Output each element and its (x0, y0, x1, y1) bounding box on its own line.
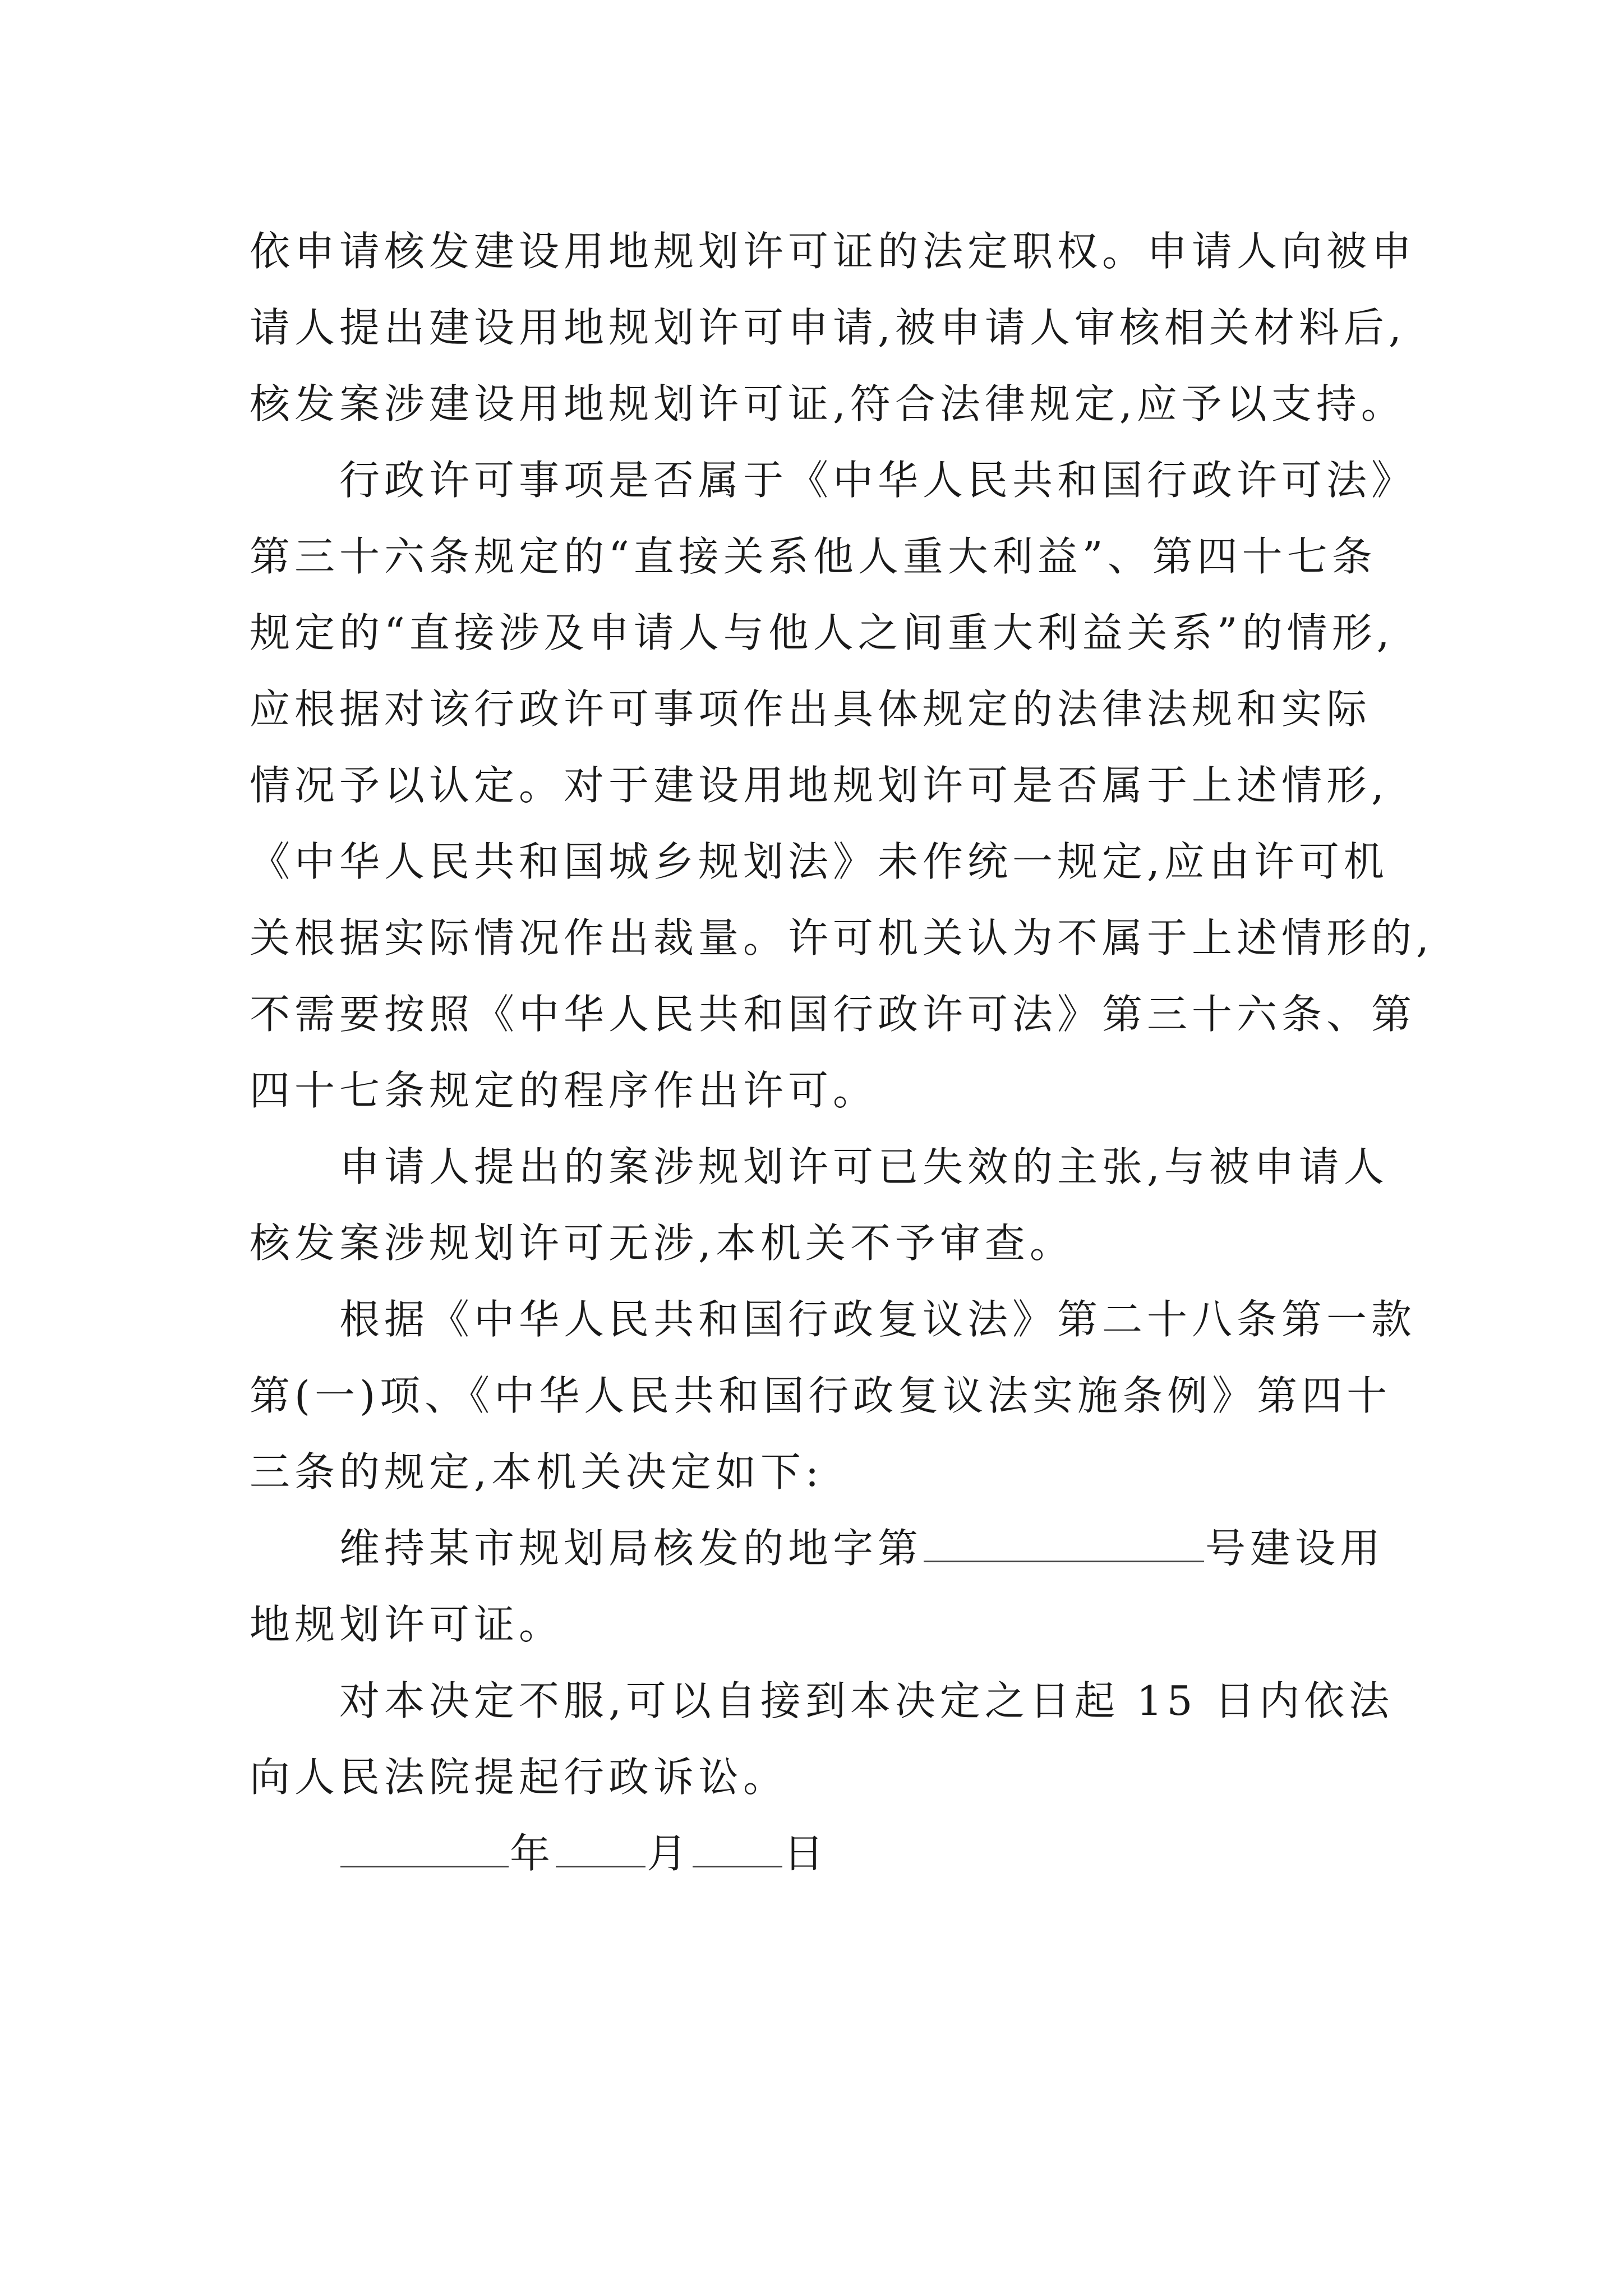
text-line: 向人民法院提起行政诉讼。 (250, 1754, 789, 1801)
decision-suffix: 号建设用 (1205, 1525, 1385, 1572)
text-line: 行政许可事项是否属于《中华人民共和国行政许可法》 (339, 457, 1417, 504)
day-blank[interactable] (693, 1831, 782, 1867)
date-line (250, 1815, 1399, 1892)
text-line: 核发案涉规划许可无涉,本机关不予审查。 (250, 1220, 1075, 1267)
text-line: 依申请核发建设用地规划许可证的法定职权。申请人向被申 (250, 228, 1417, 275)
text-line: 地规划许可证。 (250, 1601, 564, 1648)
text-line: 《中华人民共和国城乡规划法》未作统一规定,应由许可机 (250, 838, 1389, 885)
text-line: 核发案涉建设用地规划许可证,符合法律规定,应予以支持。 (250, 380, 1406, 427)
text-line: 申请人提出的案涉规划许可已失效的主张,与被申请人 (339, 1143, 1389, 1190)
month-label: 月 (647, 1830, 692, 1877)
text-line: 三条的规定,本机关决定如下: (250, 1448, 824, 1496)
text-line: 四十七条规定的程序作出许可。 (250, 1067, 878, 1114)
text-line: 关根据实际情况作出裁量。许可机关认为不属于上述情形的, (250, 914, 1433, 961)
text-line: 对本决定不服,可以自接到本决定之日起 15 日内依法 (339, 1677, 1394, 1724)
text-line: 第(一)项、《中华人民共和国行政复议法实施条例》第四十 (250, 1372, 1392, 1419)
permit-number-blank[interactable] (924, 1526, 1204, 1562)
text-line: 情况予以认定。对于建设用地规划许可是否属于上述情形, (250, 762, 1389, 809)
day-label: 日 (783, 1830, 829, 1877)
text-line: 应根据对该行政许可事项作出具体规定的法律法规和实际 (250, 685, 1372, 733)
text-line: 规定的“直接涉及申请人与他人之间重大利益关系”的情形, (250, 609, 1394, 656)
decision-line (250, 1510, 1399, 1586)
month-blank[interactable] (556, 1831, 645, 1867)
year-blank[interactable] (340, 1831, 509, 1867)
text-line: 不需要按照《中华人民共和国行政许可法》第三十六条、第 (250, 991, 1417, 1038)
decision-prefix: 维持某市规划局核发的地字第 (339, 1525, 923, 1572)
text-line: 请人提出建设用地规划许可申请,被申请人审核相关材料后, (250, 304, 1406, 351)
year-label: 年 (510, 1830, 555, 1877)
text-line: 第三十六条规定的“直接关系他人重大利益”、第四十七条 (250, 533, 1377, 580)
text-line: 根据《中华人民共和国行政复议法》第二十八条第一款 (339, 1296, 1417, 1343)
document-body (250, 213, 1433, 1892)
